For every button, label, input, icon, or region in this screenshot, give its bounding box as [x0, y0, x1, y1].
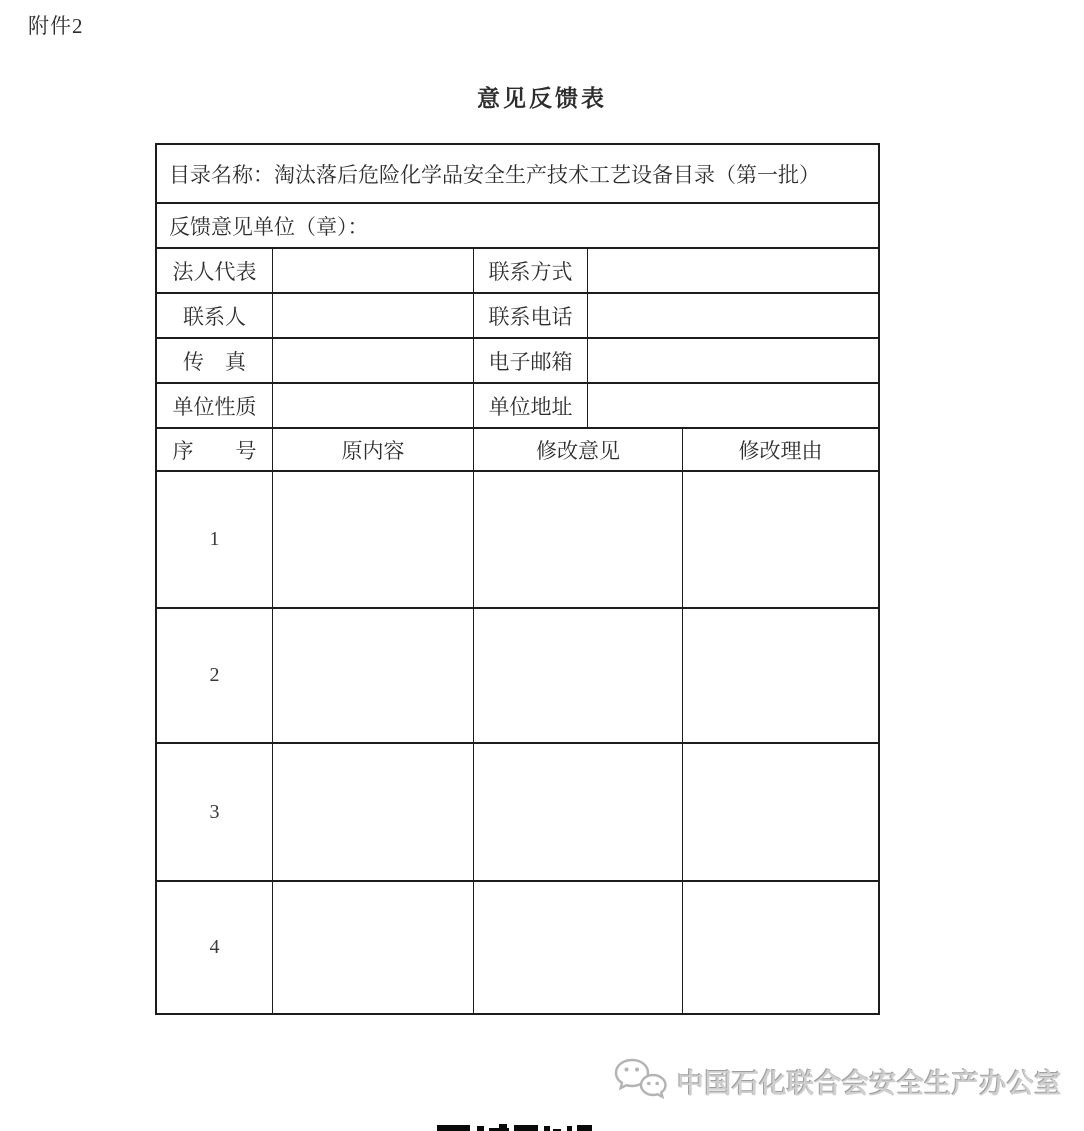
feedback-unit-cell: 反馈意见单位（章）： [169, 214, 369, 239]
attachment-label: 附件2 [28, 14, 84, 38]
row-number: 3 [209, 800, 220, 823]
original-content-cell [272, 609, 473, 742]
email-label: 电子邮箱 [473, 339, 587, 382]
table-row [157, 470, 878, 607]
contact-method-value-cell [587, 249, 878, 292]
table-row [157, 247, 878, 292]
revision-suggestion-cell [473, 882, 682, 1013]
row-number: 1 [209, 528, 220, 550]
original-content-cell [272, 472, 473, 607]
header-original-content: 原内容 [272, 429, 473, 470]
table-row [157, 742, 878, 880]
legal-rep-label: 法人代表 [172, 259, 257, 284]
footer-watermark [612, 1056, 1062, 1106]
revision-reason-cell [682, 882, 878, 1013]
contact-method-label: 联系方式 [473, 249, 587, 292]
email-value-cell [587, 339, 878, 382]
table-row [157, 607, 878, 742]
original-content-cell [272, 744, 473, 880]
original-content-cell [272, 882, 473, 1013]
feedback-form-table [155, 143, 880, 1015]
contact-person-label: 联系人 [183, 304, 246, 329]
revision-reason-cell [682, 609, 878, 742]
clipped-text-fragment [437, 1121, 592, 1131]
row-number: 2 [209, 664, 220, 686]
unit-type-value-cell [272, 384, 473, 427]
revision-suggestion-cell [473, 744, 682, 880]
fax-value-cell [272, 339, 473, 382]
fax-label: 传 真 [183, 349, 246, 374]
revision-suggestion-cell [473, 472, 682, 607]
contact-person-value-cell [272, 294, 473, 337]
catalog-name-cell: 目录名称：淘汰落后危险化学品安全生产技术工艺设备目录（第一批） [169, 162, 820, 187]
table-row [157, 337, 878, 382]
revision-reason-cell [682, 744, 878, 880]
header-serial-number: 序 号 [172, 438, 257, 463]
phone-label: 联系电话 [473, 294, 587, 337]
table-row [157, 382, 878, 427]
table-row [157, 880, 878, 1013]
legal-rep-value-cell [272, 249, 473, 292]
wechat-icon [612, 1056, 670, 1106]
watermark-text: 中国石化联合会安全生产办公室 [677, 1068, 1062, 1099]
unit-address-label: 单位地址 [473, 384, 587, 427]
table-row [157, 292, 878, 337]
revision-reason-cell [682, 472, 878, 607]
revision-suggestion-cell [473, 609, 682, 742]
row-number: 4 [209, 936, 220, 958]
table-row [157, 145, 878, 202]
unit-type-label: 单位性质 [172, 394, 257, 419]
table-row [157, 202, 878, 247]
table-header-row [157, 427, 878, 470]
phone-value-cell [587, 294, 878, 337]
page-title: 意见反馈表 [477, 86, 607, 111]
unit-address-value-cell [587, 384, 878, 427]
header-revision-reason: 修改理由 [682, 429, 878, 470]
header-revision-suggestion: 修改意见 [473, 429, 682, 470]
